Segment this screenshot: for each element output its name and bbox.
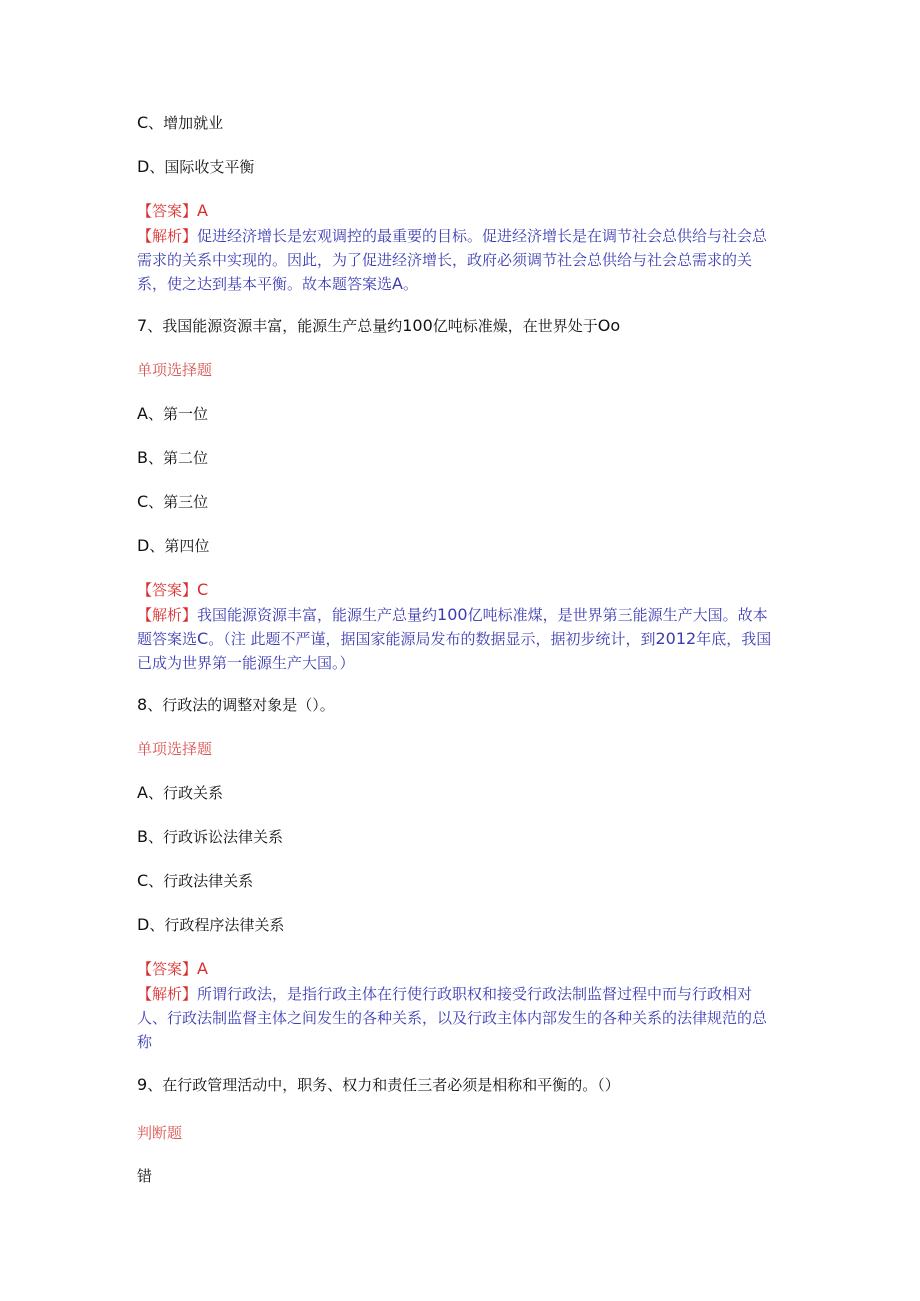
q7-explanation: 【解析】我国能源资源丰富，能源生产总量约100亿吨标准煤，是世界第三能源生产大国。故本题答案选C。（注 此题不严谨，据国家能源局发布的数据显示，据初步统计，到2012年底，我国已成为世界第一能源生产大国。）	[137, 605, 772, 672]
q8-type: 单项选择题	[137, 740, 213, 758]
q8-option-a: A、行政关系	[137, 783, 223, 802]
q6-option-d: D、国际收支平衡	[137, 157, 255, 176]
q7-option-b: B、第二位	[137, 448, 208, 467]
q6-option-c: C、增加就业	[137, 113, 224, 132]
q9-answer: 错	[137, 1167, 153, 1185]
q8-answer: 【答案】A	[137, 959, 208, 978]
q8-option-b: B、行政诉讼法律关系	[137, 827, 283, 846]
q7-type: 单项选择题	[137, 361, 213, 379]
q6-explanation: 【解析】促进经济增长是宏观调控的最重要的目标。促进经济增长是在调节社会总供给与社会总需求的关系中实现的。因此，为了促进经济增长，政府必须调节社会总供给与社会总需求的关系，使之达到基本平衡。故本题答案选A。	[137, 227, 768, 293]
q7-stem: 7、我国能源资源丰富，能源生产总量约100亿吨标准燥，在世界处于Oo	[137, 316, 621, 335]
q7-option-a: A、第一位	[137, 404, 208, 423]
q8-stem: 8、行政法的调整对象是（）。	[137, 695, 335, 714]
q8-explanation: 【解析】所谓行政法，是指行政主体在行使行政职权和接受行政法制监督过程中而与行政相对人、行政法制监督主体之间发生的各种关系，以及行政主体内部发生的各种关系的法律规范的总称	[137, 985, 768, 1051]
q7-answer: 【答案】C	[137, 580, 209, 599]
q9-type: 判断题	[137, 1124, 183, 1142]
q7-option-c: C、第三位	[137, 492, 209, 511]
q8-option-d: D、行政程序法律关系	[137, 915, 285, 934]
q9-stem: 9、在行政管理活动中，职务、权力和责任三者必须是相称和平衡的。（）	[137, 1075, 620, 1094]
q7-option-d: D、第四位	[137, 536, 210, 555]
q6-answer: 【答案】A	[137, 201, 208, 220]
q8-option-c: C、行政法律关系	[137, 871, 254, 890]
